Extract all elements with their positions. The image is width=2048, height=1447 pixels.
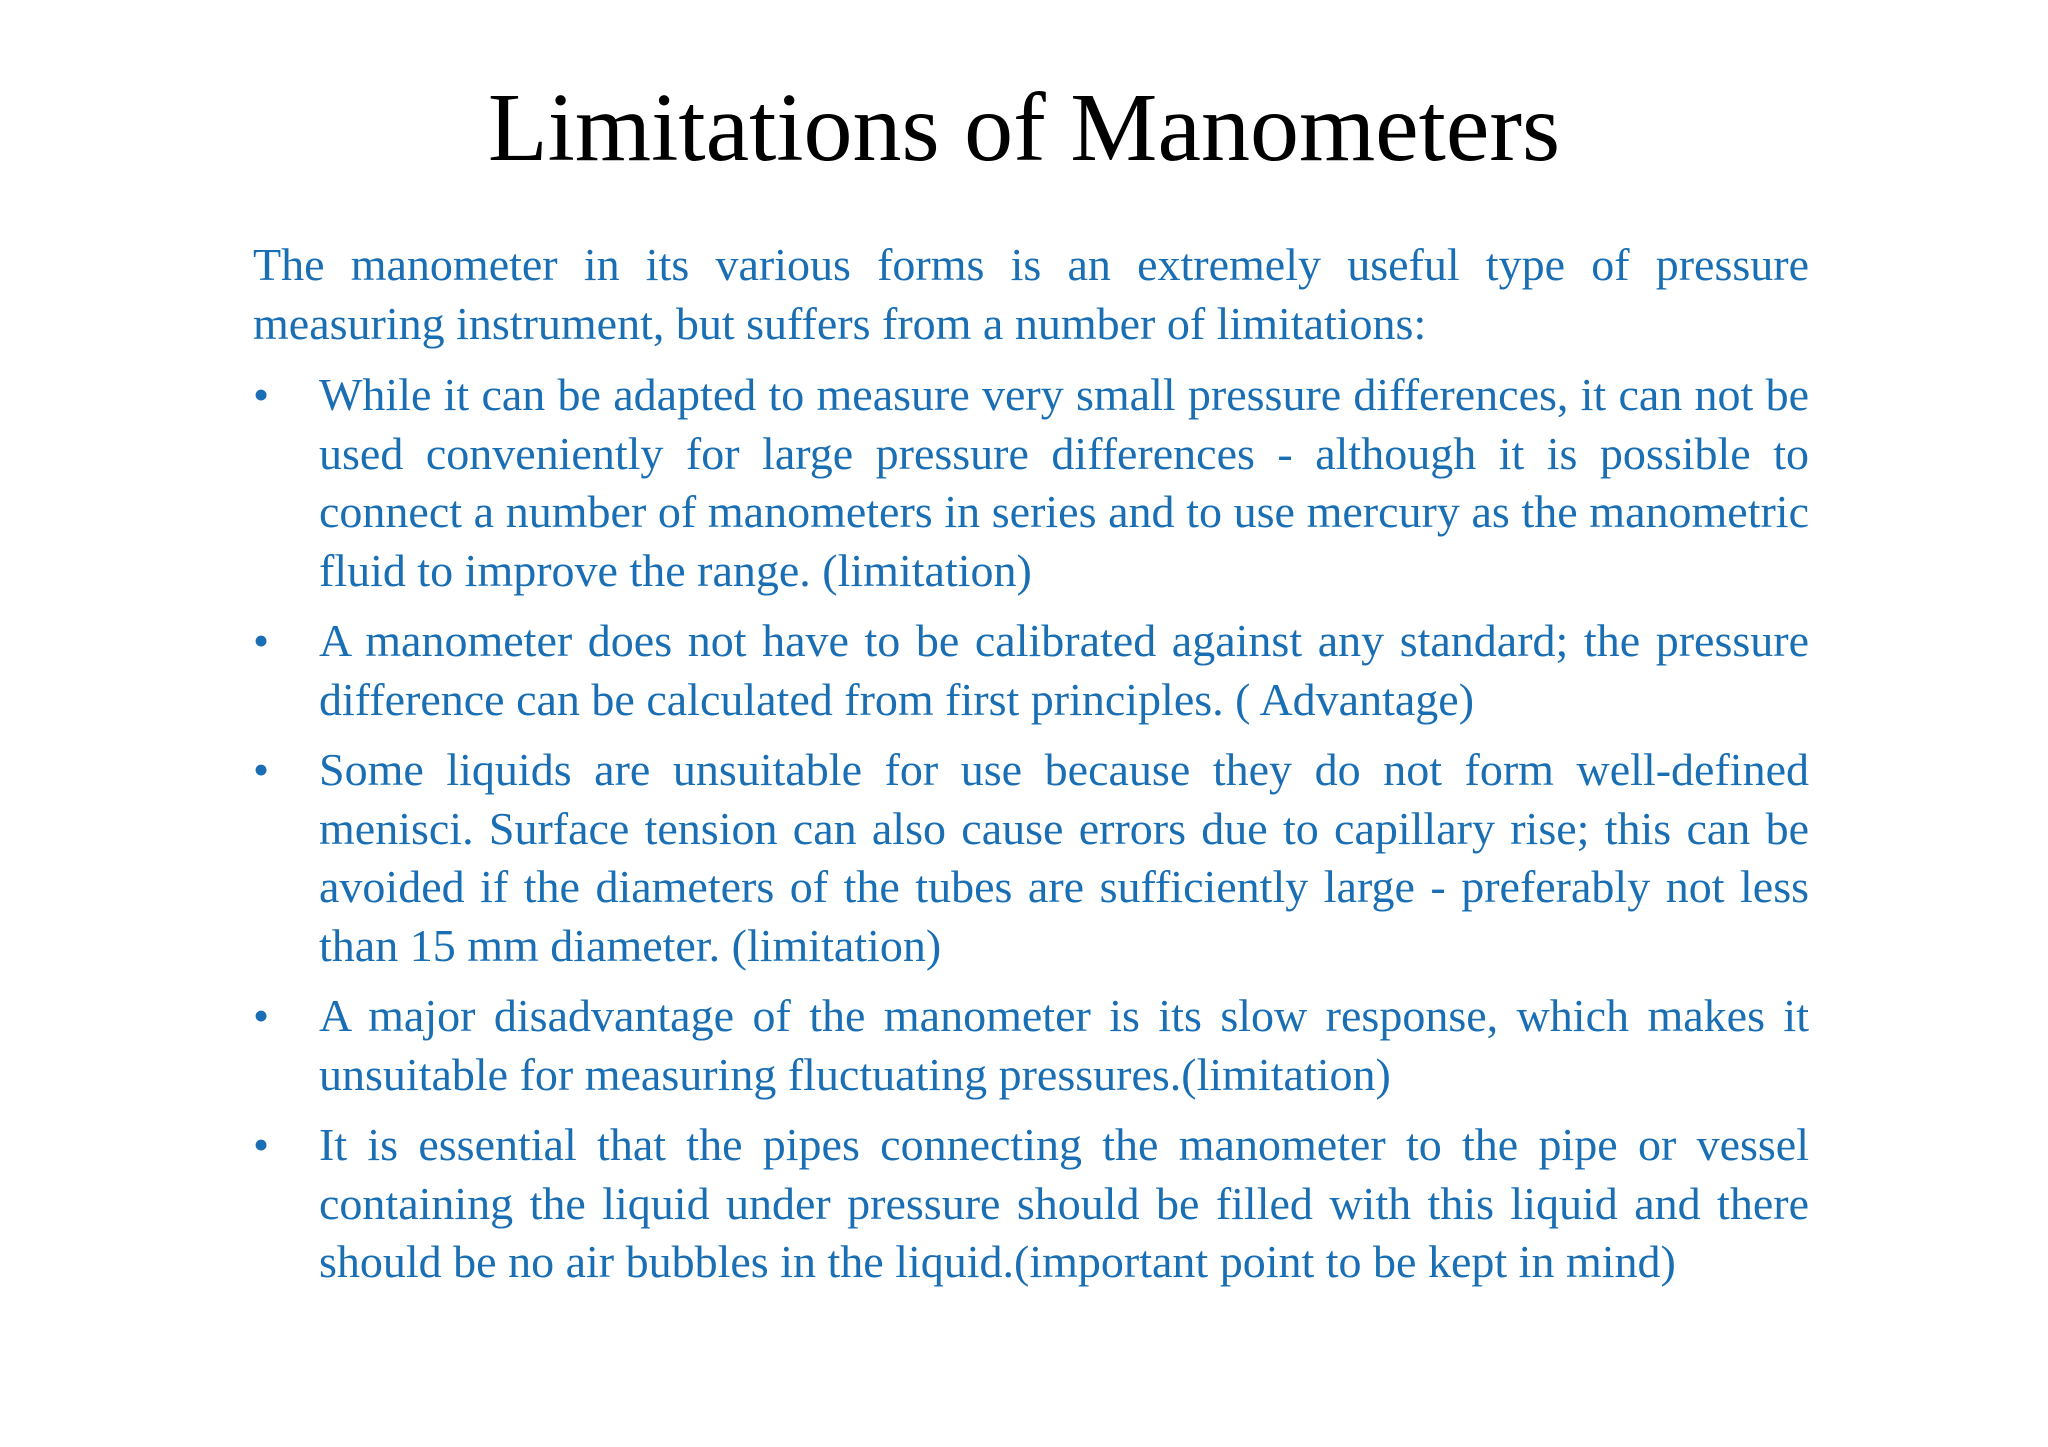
bullet-dot-icon: •	[253, 744, 270, 795]
bullet-text: A major disadvantage of the manometer is its slow response, which makes it unsuitable for measuring fluctuating pressures.(limitation)	[319, 990, 1809, 1100]
bullet-item-3	[253, 741, 1809, 975]
bullet-text: Some liquids are unsuitable for use because they do not form well-defined menisci. Surface tension can also cause errors due to capillary rise; this can be avoided if the diameters of the tubes are sufficiently large - preferably not less than 15 mm diameter. (limitation)	[319, 744, 1809, 971]
bullet-dot-icon: •	[253, 369, 270, 420]
bullet-text: While it can be adapted to measure very small pressure differences, it can not be used conveniently for large pressure differences - although it is possible to connect a number of manometers in series and to use mercury as the manometric fluid to improve the range. (limitation)	[319, 369, 1809, 596]
bullet-dot-icon: •	[253, 990, 270, 1041]
bullet-item-2	[253, 612, 1809, 729]
bullet-dot-icon: •	[253, 1119, 270, 1170]
intro-paragraph: The manometer in its various forms is an extremely useful type of pressure measuring instrument, but suffers from a number of limitations:	[253, 239, 1809, 349]
bullet-item-5	[253, 1116, 1809, 1292]
bullet-list	[253, 366, 1809, 1292]
bullet-text: A manometer does not have to be calibrated against any standard; the pressure difference can be calculated from first principles. ( Advantage)	[319, 615, 1809, 725]
bullet-item-4	[253, 987, 1809, 1104]
slide-body	[253, 236, 1809, 1304]
bullet-text: It is essential that the pipes connecting the manometer to the pipe or vessel containing the liquid under pressure should be filled with this liquid and there should be no air bubbles in the liquid.(important point to be kept in mind)	[319, 1119, 1809, 1287]
slide-title: Limitations of Manometers	[487, 74, 1561, 182]
bullet-dot-icon: •	[253, 615, 270, 666]
bullet-item-1	[253, 366, 1809, 600]
